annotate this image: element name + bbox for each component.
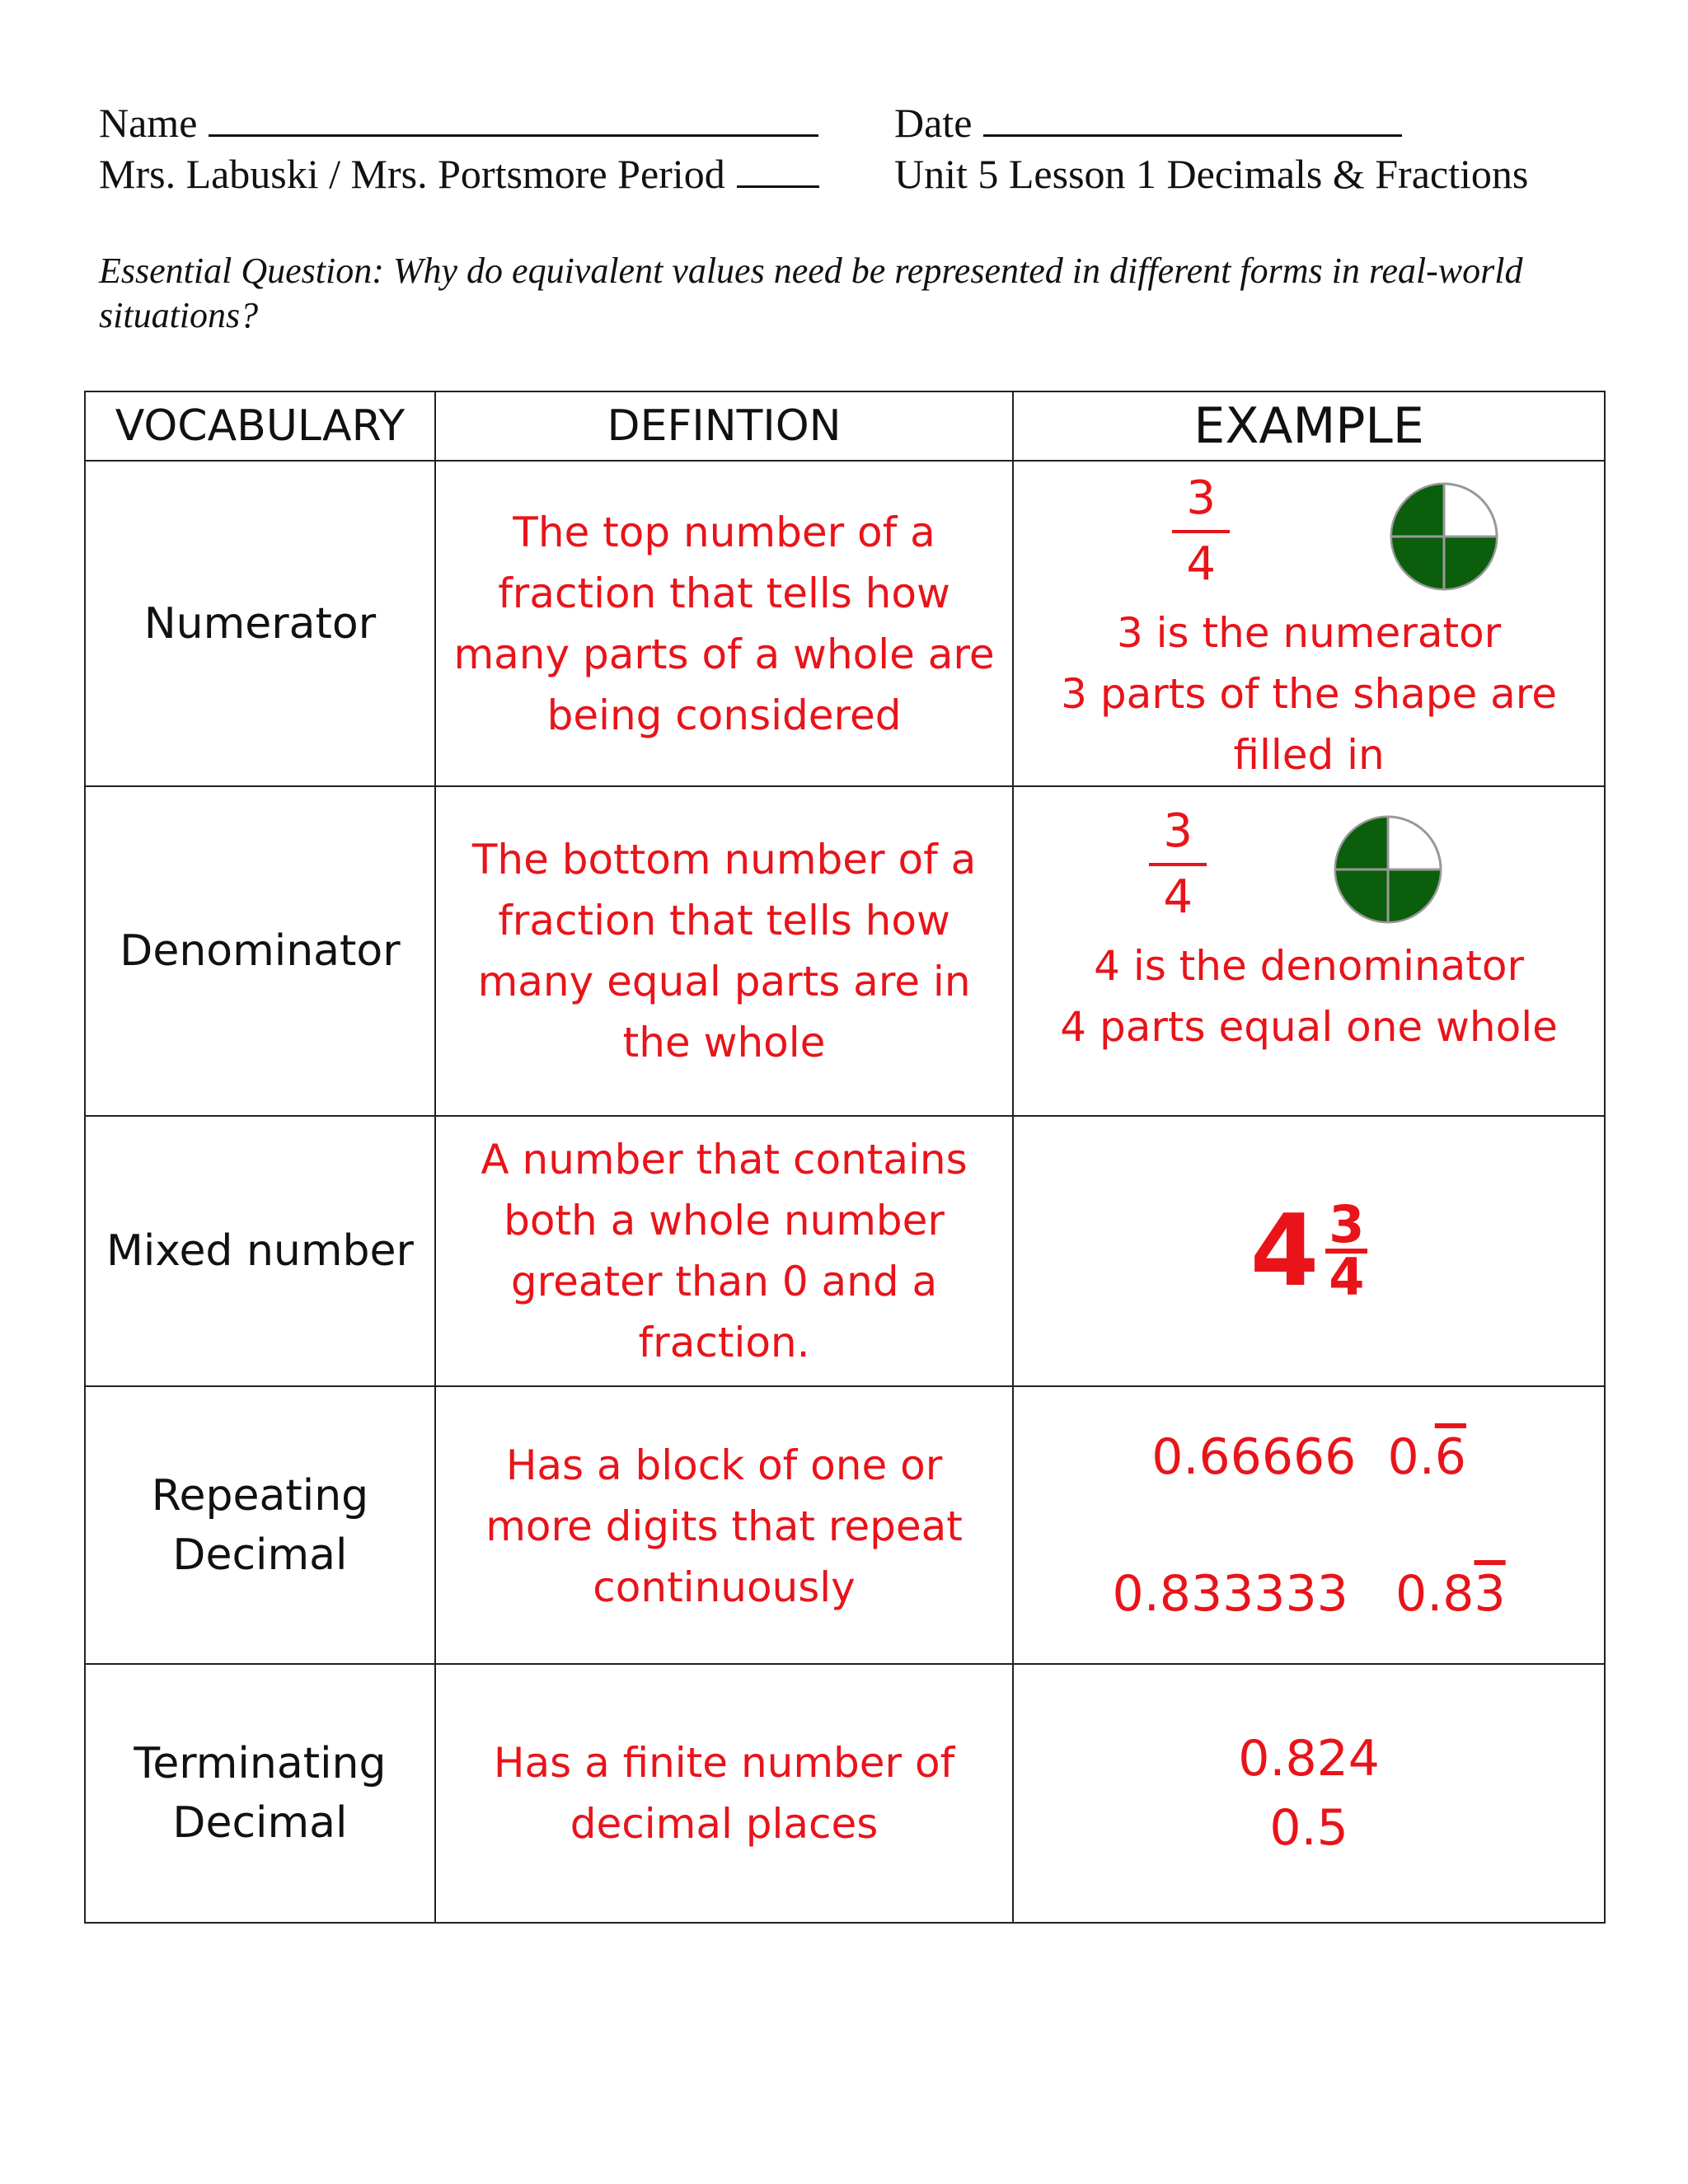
example-cell: [1013, 1386, 1605, 1664]
definition-cell: The bottom number of a fraction that tells how many equal parts are in the whole: [435, 786, 1013, 1116]
teachers-label: Mrs. Labuski / Mrs. Portsmore Period: [99, 151, 725, 197]
mixed-numerator: 3: [1325, 1201, 1367, 1254]
date-blank[interactable]: [983, 98, 1402, 137]
definition-cell: Has a block of one or more digits that repeat continuously: [435, 1386, 1013, 1664]
repeating-short-base: 0.: [1387, 1427, 1435, 1486]
terminating-example: 0.824: [1238, 1730, 1380, 1788]
term-cell: Numerator: [85, 461, 435, 786]
example-line: 4 is the denominator: [1094, 942, 1525, 990]
mixed-number: [1250, 1194, 1368, 1309]
example-cell: [1013, 1664, 1605, 1923]
repeating-bar-digit: 3: [1474, 1564, 1506, 1623]
example-line: 4 parts equal one whole: [1060, 1003, 1558, 1051]
repeating-example: [1025, 1561, 1592, 1627]
definition-cell: A number that contains both a whole number greater than 0 and a fraction.: [435, 1116, 1013, 1386]
example-line: 3 is the numerator: [1116, 608, 1502, 657]
fraction-denominator: 4: [1186, 537, 1216, 591]
unit-title: Unit 5 Lesson 1 Decimals & Fractions: [894, 151, 1529, 197]
fraction-numerator: 3: [1149, 800, 1207, 866]
fraction-illustration: [1025, 795, 1592, 935]
header-definition: DEFINTION: [435, 391, 1013, 461]
header-example: EXAMPLE: [1013, 391, 1605, 461]
term-cell: Repeating Decimal: [85, 1386, 435, 1664]
fraction-illustration: [1025, 462, 1592, 602]
definition-cell: Has a finite number of decimal places: [435, 1664, 1013, 1923]
fraction-denominator: 4: [1163, 870, 1193, 924]
definition-cell: The top number of a fraction that tells how many parts of a whole are being considered: [435, 461, 1013, 786]
table-header-row: [85, 391, 1605, 461]
repeating-short-base: 0.8: [1395, 1564, 1475, 1623]
table-row: [85, 1664, 1605, 1923]
table-row: [85, 1386, 1605, 1664]
term-cell: Denominator: [85, 786, 435, 1116]
repeating-example: [1025, 1424, 1592, 1490]
essential-question: Essential Question: Why do equivalent values need be represented in different forms in real-world situations?: [99, 251, 1523, 335]
table-row: [85, 786, 1605, 1116]
date-label: Date: [894, 100, 973, 146]
mixed-denominator: 4: [1329, 1247, 1365, 1307]
fraction-numerator: 3: [1172, 467, 1230, 533]
fraction-three-fourths: [1172, 467, 1230, 596]
three-quarter-circle-icon: [1332, 813, 1444, 926]
example-cell: [1013, 1116, 1605, 1386]
example-line: 3 parts of the shape are filled in: [1061, 669, 1558, 779]
period-blank[interactable]: [737, 149, 819, 188]
name-blank[interactable]: [209, 98, 818, 137]
header-vocabulary: VOCABULARY: [85, 391, 435, 461]
worksheet-header: [99, 97, 1615, 199]
fraction-three-fourths: [1149, 800, 1207, 929]
mixed-fraction: [1325, 1194, 1367, 1307]
three-quarter-circle-icon: [1388, 480, 1500, 593]
name-line: [99, 97, 818, 148]
date-line: [894, 97, 1402, 148]
terminating-example: 0.5: [1269, 1799, 1348, 1857]
repeating-long: 0.66666: [1151, 1427, 1357, 1486]
table-row: [85, 461, 1605, 786]
mixed-whole: 4: [1250, 1193, 1320, 1309]
term-cell: Terminating Decimal: [85, 1664, 435, 1923]
term-cell: Mixed number: [85, 1116, 435, 1386]
example-cell: [1013, 461, 1605, 786]
table-row: [85, 1116, 1605, 1386]
teacher-line: [99, 148, 819, 199]
example-cell: [1013, 786, 1605, 1116]
vocabulary-table: [84, 391, 1606, 1924]
name-label: Name: [99, 100, 198, 146]
repeating-bar-digit: 6: [1434, 1427, 1466, 1486]
repeating-long: 0.833333: [1112, 1564, 1348, 1623]
